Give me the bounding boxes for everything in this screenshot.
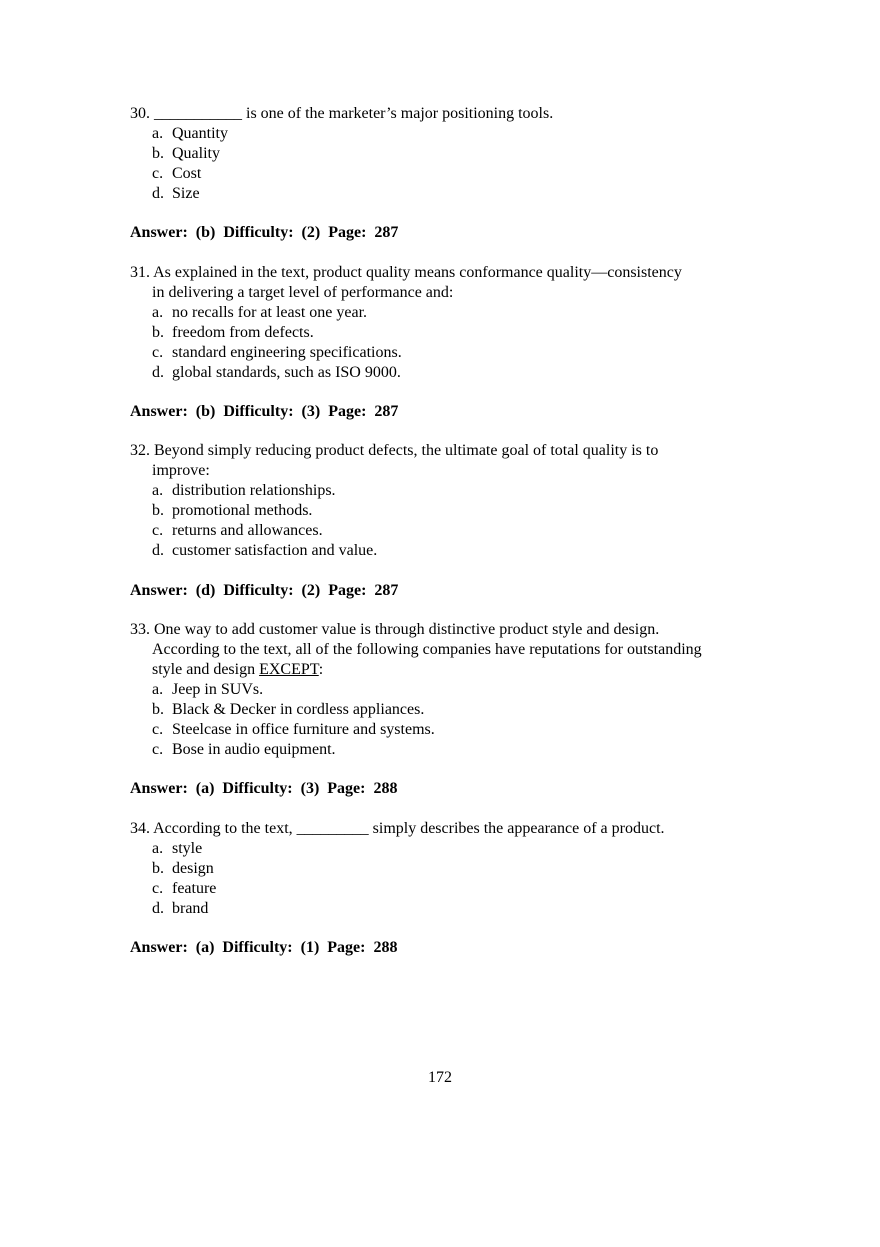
question-32 [130, 441, 770, 561]
emphasis-except: EXCEPT [259, 661, 319, 678]
question-32-stem: 32. Beyond simply reducing product defects, the ultimate goal of total quality is to [130, 442, 659, 459]
question-33-stem-cont: According to the text, all of the following companies have reputations for outstanding [152, 641, 702, 658]
option-d: d. Size [152, 185, 200, 202]
question-31 [130, 263, 770, 383]
option-c: c. feature [152, 880, 217, 897]
option-b: b. Quality [152, 145, 220, 162]
answer-line-33: Answer: (a) Difficulty: (3) Page: 288 [130, 780, 398, 797]
question-30-stem [130, 104, 770, 124]
question-number: 30. [130, 105, 150, 122]
question-text: is one of the marketer’s major positioning tools. [246, 105, 554, 122]
answer-line-32: Answer: (d) Difficulty: (2) Page: 287 [130, 582, 399, 599]
answer-line-34: Answer: (a) Difficulty: (1) Page: 288 [130, 939, 398, 956]
option-a: a. style [152, 840, 203, 857]
question-number: 33. [130, 621, 150, 638]
option-b: b. promotional methods. [152, 502, 313, 519]
option-b: b. design [152, 860, 214, 877]
option-d: d. customer satisfaction and value. [152, 542, 378, 559]
option-b: b. freedom from defects. [152, 324, 314, 341]
question-30 [130, 104, 770, 204]
option-a: a. no recalls for at least one year. [152, 304, 368, 321]
option-c: c. standard engineering specifications. [152, 344, 402, 361]
option-a: a. distribution relationships. [152, 482, 336, 499]
page-number: 172 [428, 1069, 452, 1086]
option-c-2: c. Bose in audio equipment. [152, 741, 336, 758]
answer-blank: ___________ [154, 105, 242, 122]
question-32-stem-cont: improve: [152, 462, 210, 479]
option-d: d. global standards, such as ISO 9000. [152, 364, 401, 381]
question-33-stem-cont-2: style and design EXCEPT: [152, 661, 324, 678]
option-c: c. Cost [152, 165, 202, 182]
question-33-stem: 33. One way to add customer value is through distinctive product style and design. [130, 621, 660, 638]
question-31-stem-cont: in delivering a target level of performance and: [152, 284, 454, 301]
option-b: b. Black & Decker in cordless appliances. [152, 701, 425, 718]
question-number: 34. [130, 820, 150, 837]
option-d: d. brand [152, 900, 209, 917]
question-number: 32. [130, 442, 150, 459]
question-number: 31. [130, 264, 150, 281]
question-33 [130, 620, 770, 760]
answer-line-31: Answer: (b) Difficulty: (3) Page: 287 [130, 403, 399, 420]
option-a: a. Quantity [152, 125, 228, 142]
answer-blank: _________ [296, 820, 369, 837]
question-31-stem: 31. As explained in the text, product quality means conformance quality—consistency [130, 264, 682, 281]
option-a: a. Jeep in SUVs. [152, 681, 264, 698]
question-34 [130, 819, 770, 919]
question-34-stem: 34. According to the text, _________ simply describes the appearance of a product. [130, 820, 665, 837]
option-c: c. returns and allowances. [152, 522, 323, 539]
answer-line-30: Answer: (b) Difficulty: (2) Page: 287 [130, 224, 399, 241]
option-c: c. Steelcase in office furniture and systems. [152, 721, 435, 738]
